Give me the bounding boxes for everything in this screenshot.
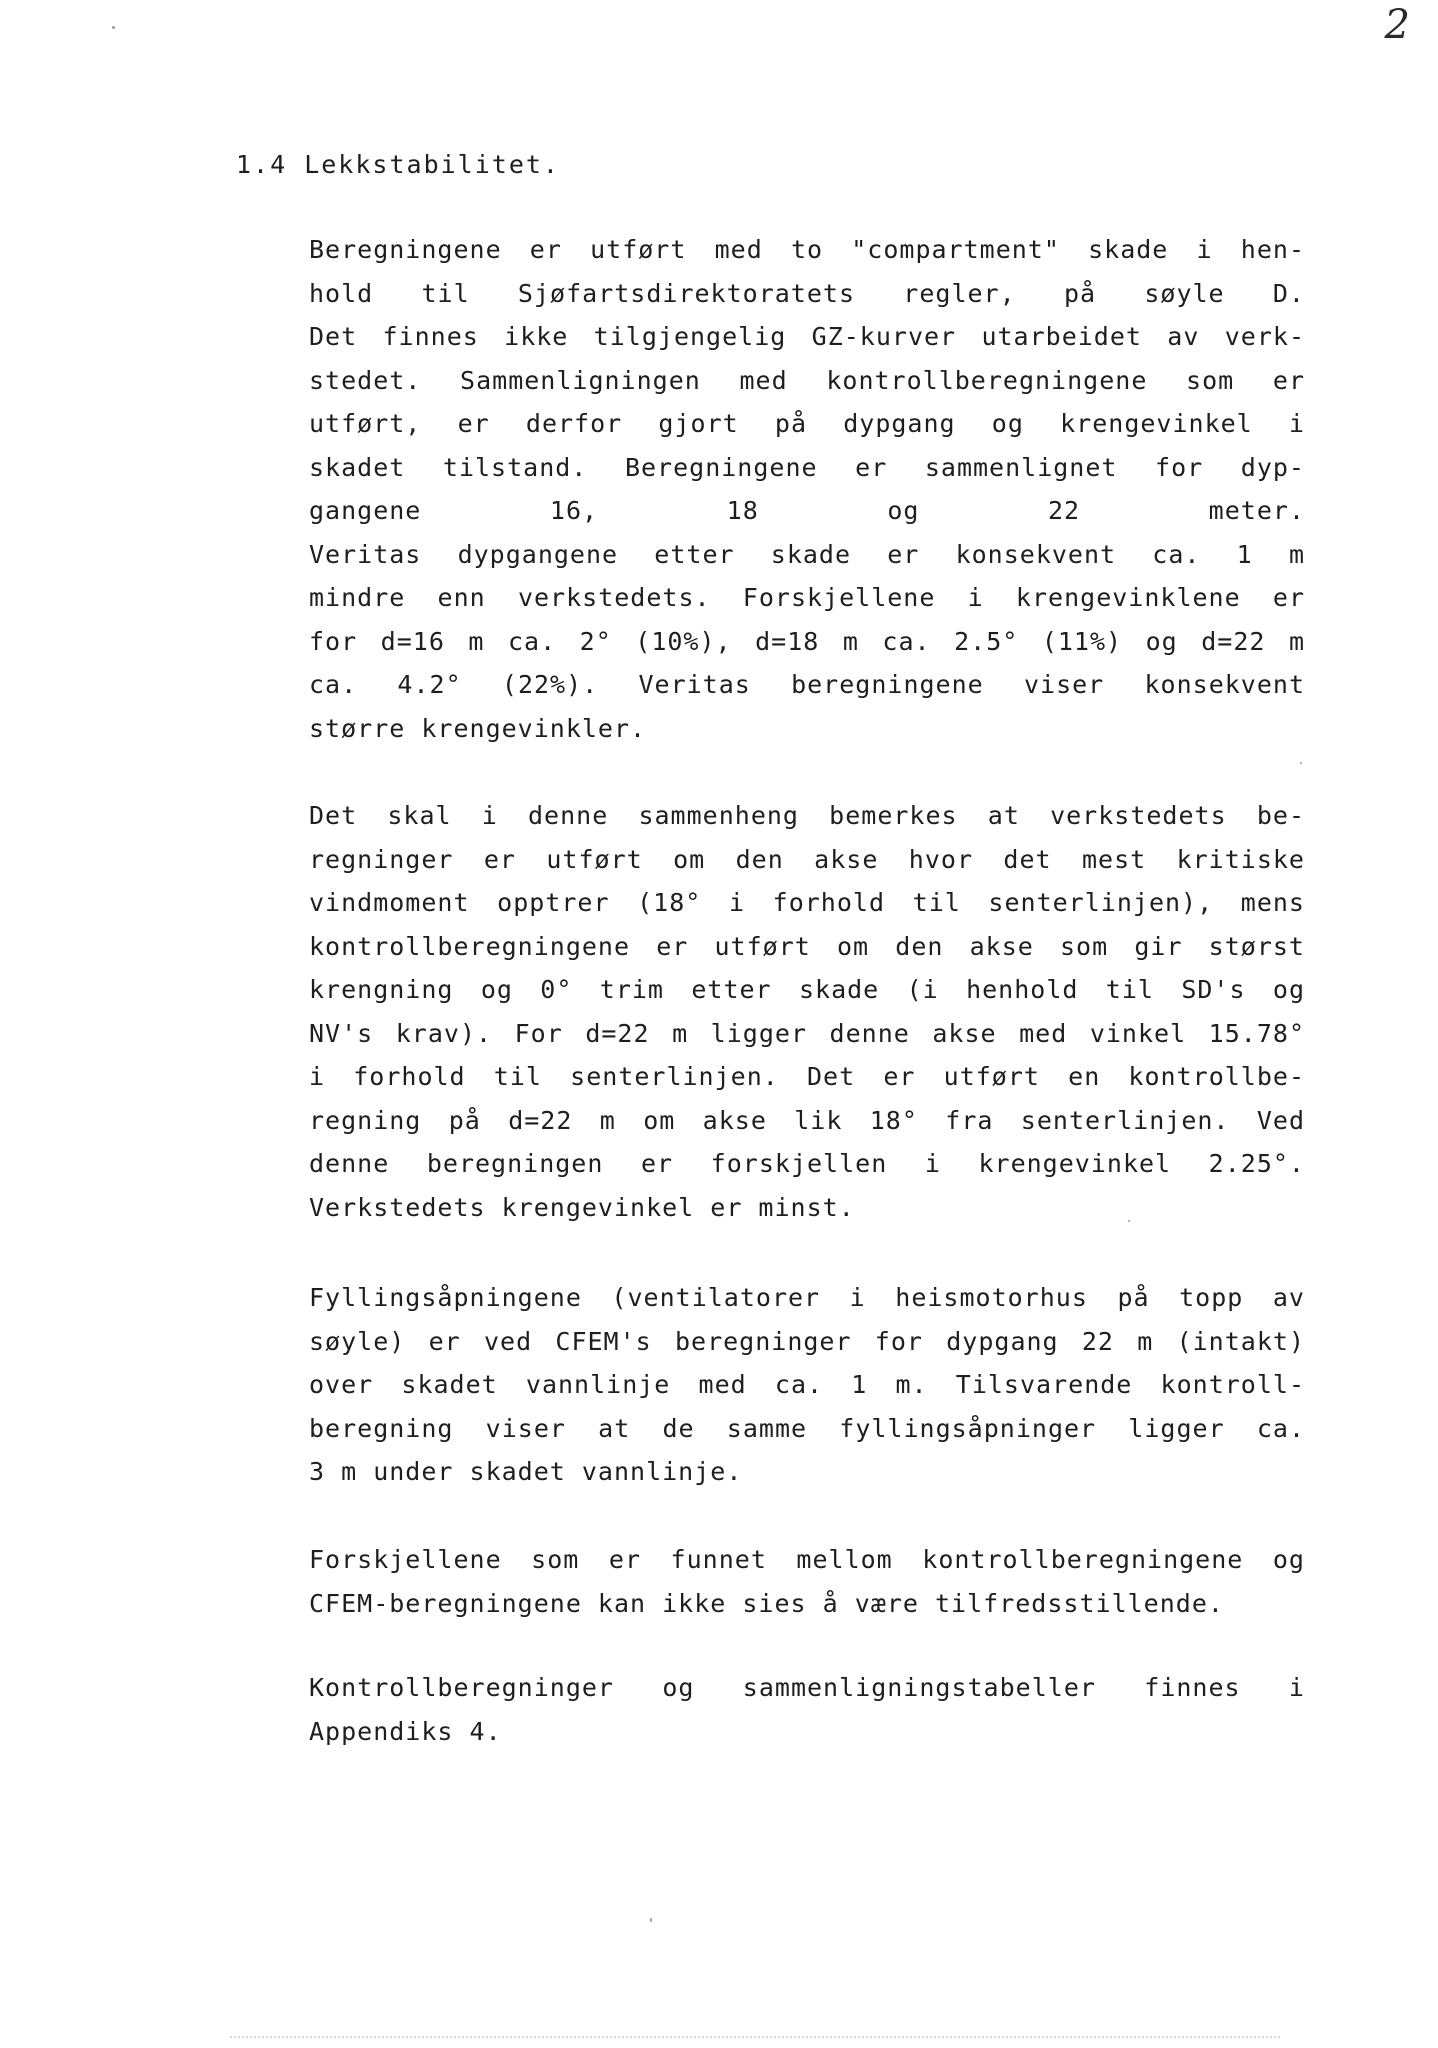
text-line: Verkstedets krengevinkel er minst. [309, 1192, 855, 1222]
text-line: Kontrollberegninger og sammenligningstabeller finnes i [309, 1673, 1305, 1702]
paragraph-damage-calculation [309, 228, 1305, 750]
text-line: Fyllingsåpningene (ventilatorer i heismotorhus på topp av [309, 1283, 1305, 1312]
text-line: utført, er derfor gjort på dypgang og krengevinkel i [309, 409, 1305, 438]
text-line: regning på d=22 m om akse lik 18° fra senterlinjen. Ved [309, 1105, 1305, 1135]
text-line: 3 m under skadet vannlinje. [309, 1457, 743, 1486]
scan-speck [112, 26, 115, 29]
text-line: beregning viser at de samme fyllingsåpninger ligger ca. [309, 1413, 1305, 1443]
scan-speck [1300, 762, 1302, 764]
text-line: skadet tilstand. Beregningene er sammenlignet for dyp- [309, 452, 1305, 482]
text-line: kontrollberegningene er utført om den akse som gir størst [309, 931, 1305, 961]
text-line: Veritas dypgangene etter skade er konsekvent ca. 1 m [309, 539, 1305, 569]
paragraph-filling-openings [309, 1276, 1305, 1494]
text-line: i forhold til senterlinjen. Det er utført en kontrollbe- [309, 1062, 1305, 1091]
text-line: Forskjellene som er funnet mellom kontrollberegningene og [309, 1545, 1305, 1574]
text-line: søyle) er ved CFEM's beregninger for dypgang 22 m (intakt) [309, 1326, 1305, 1356]
text-line: Appendiks 4. [309, 1716, 502, 1746]
text-line: over skadet vannlinje med ca. 1 m. Tilsvarende kontroll- [309, 1370, 1305, 1399]
text-line: Det skal i denne sammenheng bemerkes at verkstedets be- [309, 801, 1305, 830]
text-line: denne beregningen er forskjellen i krengevinkel 2.25°. [309, 1149, 1305, 1178]
paragraph-axis-remark [309, 794, 1305, 1229]
text-line: Det finnes ikke tilgjengelig GZ-kurver utarbeidet av verk- [309, 322, 1305, 351]
scan-speck [1128, 1220, 1130, 1222]
text-line: større krengevinkler. [309, 713, 647, 743]
text-line: mindre enn verkstedets. Forskjellene i krengevinklene er [309, 583, 1305, 612]
text-line: ca. 4.2° (22%). Veritas beregningene viser konsekvent [309, 670, 1305, 699]
text-line: krengning og 0° trim etter skade (i henhold til SD's og [309, 975, 1305, 1004]
text-line: for d=16 m ca. 2° (10%), d=18 m ca. 2.5° (11%) og d=22 m [309, 626, 1305, 656]
paragraph-appendix-reference [309, 1666, 1305, 1753]
page-number: 2 [1384, 2, 1410, 48]
text-line: regninger er utført om den akse hvor det mest kritiske [309, 844, 1305, 874]
text-line: hold til Sjøfartsdirektoratets regler, på søyle D. [309, 278, 1305, 308]
text-line: CFEM-beregningene kan ikke sies å være tilfredsstillende. [309, 1588, 1224, 1618]
scan-bottom-edge [230, 2036, 1280, 2039]
text-line: vindmoment opptrer (18° i forhold til senterlinjen), mens [309, 888, 1305, 917]
text-line: gangene 16, 18 og 22 meter. [309, 496, 1305, 525]
scan-speck [650, 1918, 652, 1922]
paragraph-conclusion [309, 1538, 1305, 1625]
text-line: Beregningene er utført med to "compartment" skade i hen- [309, 235, 1305, 264]
section-heading: 1.4 Lekkstabilitet. [236, 150, 560, 179]
text-line: stedet. Sammenligningen med kontrollberegningene som er [309, 365, 1305, 395]
text-line: NV's krav). For d=22 m ligger denne akse med vinkel 15.78° [309, 1018, 1305, 1048]
